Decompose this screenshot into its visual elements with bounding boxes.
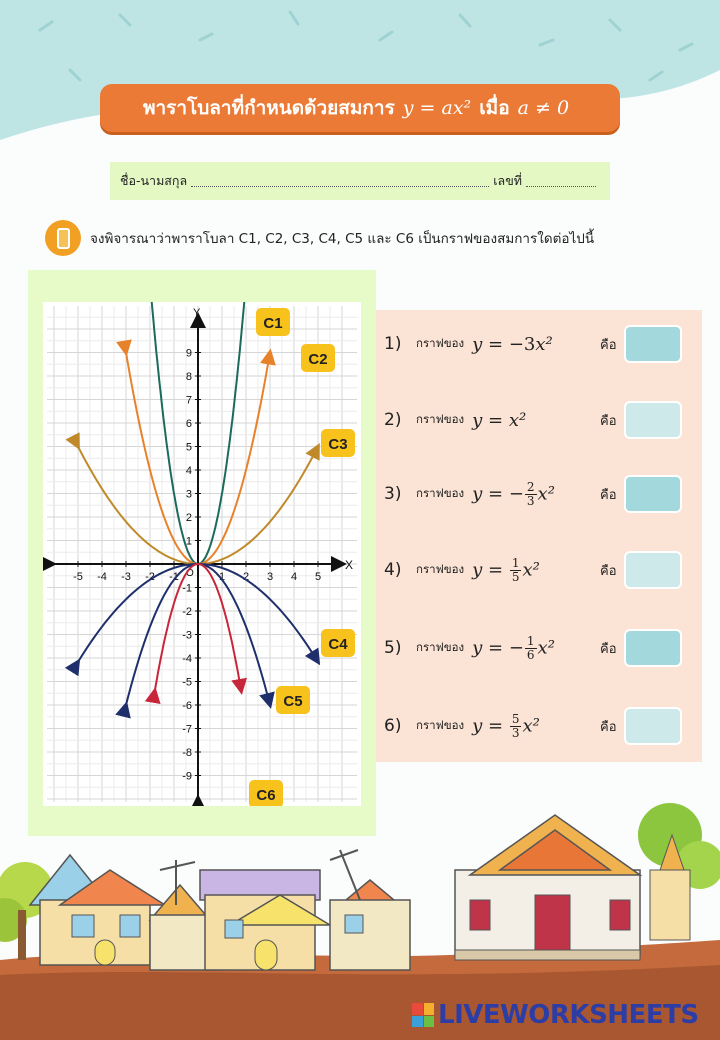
phone-icon [45,220,81,256]
x-axis-label: X [345,558,354,572]
name-bar [110,162,610,200]
y-tick-label: -6 [182,700,192,712]
y-tick-label: 7 [185,394,192,407]
question-number: 4) [384,560,402,580]
x-tick-label: -4 [97,571,107,583]
name-field[interactable] [191,175,489,187]
x-tick-label: 5 [314,571,322,583]
answer-box[interactable] [624,475,682,513]
x-tick-label: 1 [218,571,226,583]
question-prefix: กราฟของ [416,486,465,500]
x-tick-label: 4 [290,571,298,583]
liveworksheets-logo [412,1000,699,1030]
question-number: 6) [384,716,402,736]
logo-icon [412,1003,434,1027]
answer-box[interactable] [624,551,682,589]
title-condition: a ≠ 0 [517,97,570,119]
question-equation: y = $\frac{5}{3}$ x² [472,711,540,740]
question-number: 5) [384,638,402,658]
answers-panel [376,310,702,762]
brand-text: LIVEWORKSHEETS [438,1000,699,1030]
curve-label-c3: C3 [328,436,348,453]
question-prefix: กราฟของ [416,562,465,576]
question-row [384,706,694,746]
curve-label-c1: C1 [263,315,283,332]
answer-box[interactable] [624,707,682,745]
question-row [384,550,694,590]
curve-label-c4: C4 [328,636,348,653]
y-tick-label: 5 [185,441,192,454]
y-tick-label: 3 [185,488,192,501]
result-label: คือ [600,719,617,735]
curve-label-c5: C5 [283,693,303,710]
question-prefix: กราฟของ [416,336,465,350]
y-tick-label: -4 [182,653,192,665]
question-row [384,628,694,668]
instruction-text: จงพิจารณาว่าพาราโบลา C1, C2, C3, C4, C5 และ C6 เป็นกราฟของสมการใดต่อไปนี้ [90,231,595,247]
result-label: คือ [600,413,617,429]
y-tick-label: 4 [185,465,192,477]
result-label: คือ [600,563,617,579]
curve-label-c2: C2 [308,351,328,368]
y-tick-label: 8 [185,371,192,383]
y-tick-label: -5 [182,676,192,689]
y-tick-label: -3 [182,629,192,642]
y-tick-label: 2 [185,512,192,524]
question-number: 3) [384,484,402,504]
curve-label-c6: C6 [256,787,276,804]
y-tick-label: -1 [182,582,192,595]
y-tick-label: -2 [182,606,192,618]
y-tick-label: -9 [182,770,192,783]
y-tick-label: -7 [182,723,192,736]
parabola-graph [43,302,361,806]
x-tick-label: -5 [73,571,83,583]
x-tick-label: -3 [121,571,131,583]
number-field[interactable] [526,175,596,187]
number-label: เลขที่ [493,173,522,188]
question-row [384,474,694,514]
result-label: คือ [600,487,617,503]
result-label: คือ [600,337,617,353]
title-when: เมื่อ [479,97,510,119]
name-label: ชื่อ-นามสกุล [120,173,188,188]
question-prefix: กราฟของ [416,718,465,732]
y-tick-label: 9 [185,347,192,360]
question-equation: y = x² [472,409,527,431]
origin-label: O [186,568,194,579]
question-equation: y = $\frac{1}{5}$ x² [472,555,540,584]
question-row [384,400,694,440]
question-number: 1) [384,334,402,354]
question-equation: y = − $\frac{1}{6}$ x² [472,633,555,662]
y-axis-label: Y [193,307,201,319]
x-tick-label: -1 [169,571,179,583]
page-title [100,84,620,132]
x-tick-label: -2 [145,571,155,583]
y-tick-label: 6 [185,418,192,430]
title-text: พาราโบลาที่กำหนดด้วยสมการ [142,97,395,119]
x-tick-label: 2 [242,571,250,583]
y-tick-label: -8 [182,747,192,759]
question-number: 2) [384,410,402,430]
answer-box[interactable] [624,401,682,439]
result-label: คือ [600,641,617,657]
x-tick-label: 3 [266,571,274,583]
answer-box[interactable] [624,629,682,667]
title-equation: y = ax² [402,97,472,119]
question-prefix: กราฟของ [416,412,465,426]
y-tick-label: 1 [185,535,192,548]
question-equation: y = −3x² [472,333,553,355]
question-equation: y = − $\frac{2}{3}$ x² [472,479,555,508]
answer-box[interactable] [624,325,682,363]
question-row [384,324,694,364]
question-prefix: กราฟของ [416,640,465,654]
